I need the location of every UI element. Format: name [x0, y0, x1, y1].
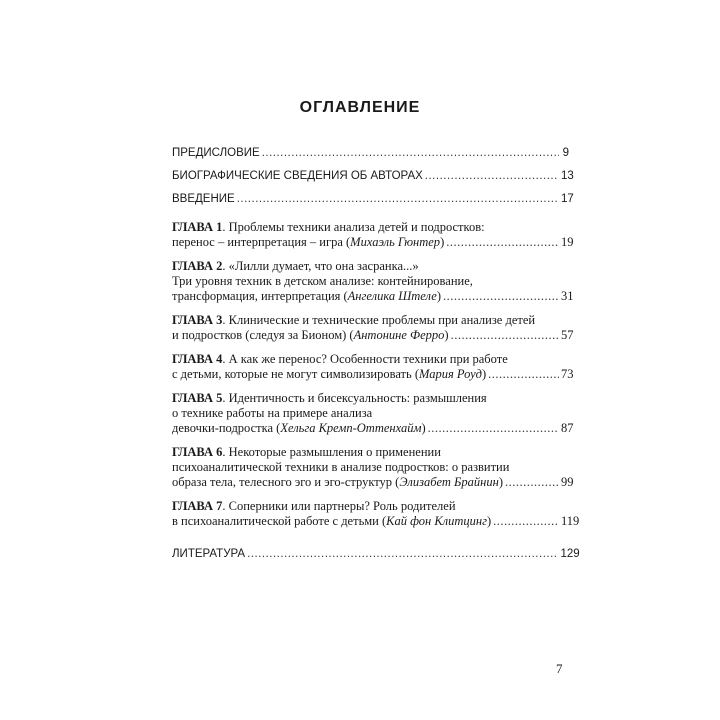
chapter-label: ГЛАВА 6 — [172, 445, 223, 459]
chapter-author: Элизабет Брайнин — [399, 475, 499, 489]
entry-title: ЛИТЕРАТУРА — [172, 548, 246, 560]
chapter-title-text: в психоаналитической работе с детьми ( — [172, 514, 387, 528]
chapter-author: Ангелика Штеле — [347, 289, 437, 303]
toc-entry-chapter-3[interactable] — [172, 313, 574, 343]
chapter-title-line: . Идентичность и бисексуальность: размышления — [222, 391, 487, 405]
toc-entry-preface[interactable] — [172, 146, 569, 161]
chapter-author: Хельга Кремп-Оттенхайм — [280, 421, 422, 435]
chapter-title-line: в психоаналитической работе с детьми (Кай фон Клитцинг) — [172, 514, 492, 528]
dot-leader — [237, 192, 559, 207]
chapter-title-text: девочки-подростка ( — [172, 421, 281, 435]
chapter-title-line: о технике работы на примере анализа — [172, 406, 373, 420]
chapter-title-line: . Соперники или партнеры? Роль родителей — [222, 499, 456, 513]
entry-page-number: 19 — [561, 235, 574, 249]
dot-leader — [443, 289, 559, 304]
chapter-label: ГЛАВА 7 — [172, 499, 223, 513]
dot-leader — [247, 547, 558, 562]
chapter-author: Мария Роуд — [419, 367, 482, 381]
dot-leader — [493, 514, 559, 529]
entry-title: ВВЕДЕНИЕ — [172, 193, 235, 205]
toc-title: ОГЛАВЛЕНИЕ — [299, 99, 421, 116]
chapter-title-text: с детьми, которые не могут символизировать ( — [172, 367, 419, 381]
chapter-author: Михаэль Гюнтер — [350, 235, 441, 249]
dot-leader — [446, 235, 559, 250]
entry-title: ПРЕДИСЛОВИЕ — [172, 147, 260, 159]
chapter-label: ГЛАВА 3 — [172, 313, 223, 327]
toc-entry-bibliography[interactable] — [172, 547, 580, 562]
entry-page-number: 57 — [561, 328, 574, 342]
entry-title: БИОГРАФИЧЕСКИЕ СВЕДЕНИЯ ОБ АВТОРАХ — [172, 170, 423, 182]
entry-page-number: 87 — [561, 421, 574, 435]
chapter-title-text: образа тела, телесного эго и эго-структур ( — [172, 475, 400, 489]
chapter-title-line: перенос – интерпретация – игра (Михаэль Гюнтер) — [172, 235, 445, 249]
dot-leader — [262, 146, 559, 161]
chapter-label: ГЛАВА 1 — [172, 220, 223, 234]
toc-entry-chapter-6[interactable] — [172, 445, 574, 490]
chapter-title-line: Три уровня техник в детском анализе: контейнирование, — [172, 274, 473, 288]
chapter-label: ГЛАВА 4 — [172, 352, 223, 366]
entry-page-number: 99 — [561, 475, 574, 489]
chapter-title-line: . Проблемы техники анализа детей и подростков: — [222, 220, 485, 234]
entry-page-number: 73 — [561, 367, 574, 381]
chapter-title-text: и подростков (следуя за Бионом) ( — [172, 328, 354, 342]
chapter-author: Антонине Ферро — [353, 328, 445, 342]
dot-leader — [428, 421, 559, 436]
dot-leader — [505, 475, 559, 490]
table-of-contents — [172, 146, 580, 562]
toc-entry-chapter-4[interactable] — [172, 352, 574, 382]
toc-entry-introduction[interactable] — [172, 192, 574, 207]
entry-page-number: 17 — [561, 193, 574, 205]
toc-entry-chapter-1[interactable] — [172, 220, 574, 250]
entry-page-number: 129 — [560, 548, 580, 560]
chapter-title-line: . «Лилли думает, что она засранка...» — [222, 259, 419, 273]
chapter-label: ГЛАВА 2 — [172, 259, 223, 273]
toc-entry-chapter-7[interactable] — [172, 499, 580, 529]
toc-entry-chapter-2[interactable] — [172, 259, 574, 304]
dot-leader — [488, 367, 559, 382]
entry-page-number: 31 — [561, 289, 574, 303]
entry-page-number: 9 — [562, 147, 569, 159]
chapter-title-line: . Клинические и технические проблемы при анализе детей — [222, 313, 536, 327]
toc-entry-chapter-5[interactable] — [172, 391, 574, 436]
page-number: 7 — [556, 661, 563, 676]
entry-page-number: 119 — [561, 514, 580, 528]
chapter-title-line: психоаналитической техники в анализе подростков: о развитии — [172, 460, 510, 474]
chapter-title-line: . А как же перенос? Особенности техники при работе — [222, 352, 508, 366]
chapter-title-line: девочки-подростка (Хельга Кремп-Оттенхайм) — [172, 421, 426, 435]
dot-leader — [451, 328, 559, 343]
entry-page-number: 13 — [561, 170, 574, 182]
chapter-title-line: трансформация, интерпретация (Ангелика Штеле) — [172, 289, 442, 303]
toc-entry-authors-bio[interactable] — [172, 169, 574, 184]
chapter-title-line: . Некоторые размышления о применении — [222, 445, 441, 459]
chapter-title-line: с детьми, которые не могут символизировать (Мария Роуд) — [172, 367, 487, 381]
chapter-title-line: и подростков (следуя за Бионом) (Антонине Ферро) — [172, 328, 449, 342]
dot-leader — [425, 169, 559, 184]
chapter-title-text: перенос – интерпретация – игра ( — [172, 235, 351, 249]
chapter-title-line: образа тела, телесного эго и эго-структур (Элизабет Брайнин) — [172, 475, 504, 489]
chapter-author: Кай фон Клитцинг — [386, 514, 487, 528]
chapter-label: ГЛАВА 5 — [172, 391, 223, 405]
chapter-title-text: трансформация, интерпретация ( — [172, 289, 348, 303]
